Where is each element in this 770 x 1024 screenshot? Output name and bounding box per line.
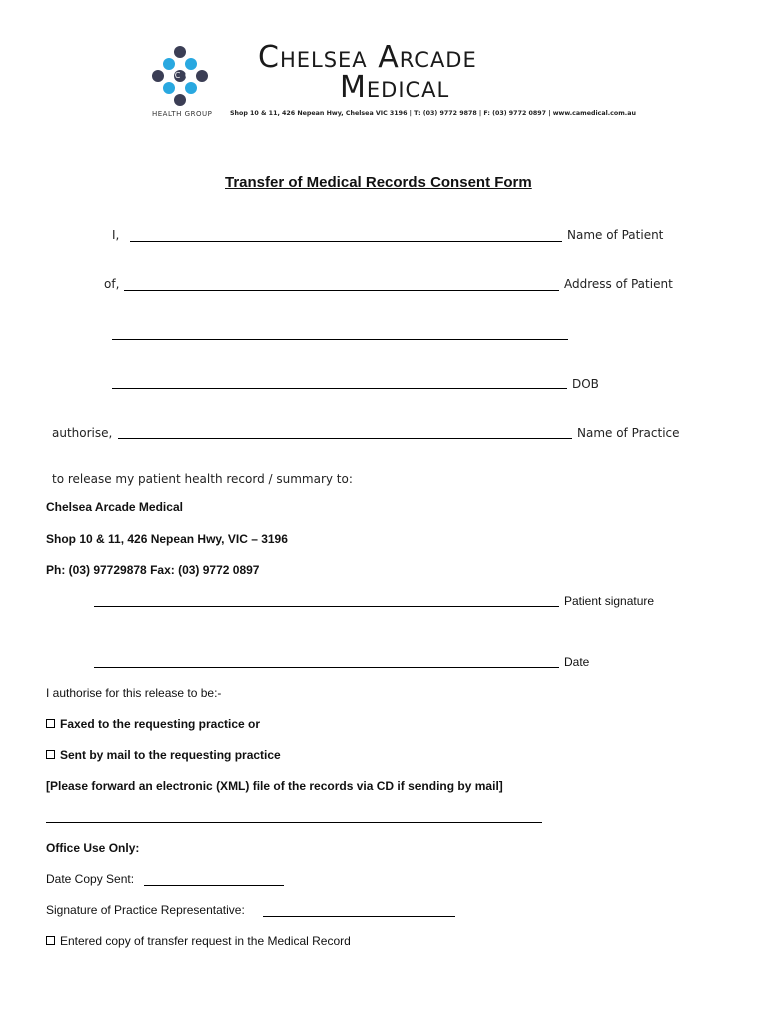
health-group-label: HEALTH GROUP <box>152 110 213 118</box>
address-prefix: of, <box>104 277 120 291</box>
signature-rep-field[interactable] <box>263 916 455 917</box>
recipient-address: Shop 10 & 11, 426 Nepean Hwy, VIC – 3196 <box>46 532 288 546</box>
form-title: Transfer of Medical Records Consent Form <box>225 174 532 191</box>
office-heading: Office Use Only: <box>46 841 140 855</box>
recipient-phone-fax: Ph: (03) 97729878 Fax: (03) 9772 0897 <box>46 563 260 577</box>
brand-name-line2: Medical <box>340 70 450 105</box>
address-field[interactable] <box>124 290 559 291</box>
date-field[interactable] <box>94 667 559 668</box>
date-copy-sent-label: Date Copy Sent: <box>46 872 135 886</box>
release-text: to release my patient health record / summary to: <box>52 472 353 486</box>
logo-dot <box>174 46 186 58</box>
logo-dot <box>174 94 186 106</box>
release-method-intro: I authorise for this release to be:- <box>46 686 222 700</box>
mail-checkbox[interactable] <box>46 750 55 759</box>
option-fax[interactable] <box>46 717 260 731</box>
mail-note: [Please forward an electronic (XML) file of the records via CD if sending by mail] <box>46 779 503 793</box>
signature-rep-label: Signature of Practice Representative: <box>46 903 245 917</box>
entered-copy-item[interactable] <box>46 934 351 948</box>
patient-name-field[interactable] <box>130 241 562 242</box>
brand-name-line1: Chelsea Arcade <box>258 40 477 75</box>
logo-dot <box>185 58 197 70</box>
entered-copy-checkbox[interactable] <box>46 936 55 945</box>
entered-copy-label: Entered copy of transfer request in the Medical Record <box>60 934 351 948</box>
authorise-prefix: authorise, <box>52 426 113 440</box>
address-field-line2[interactable] <box>112 339 568 340</box>
logo-dot <box>185 82 197 94</box>
contact-line: Shop 10 & 11, 426 Nepean Hwy, Chelsea VIC 3196 | T: (03) 9772 9878 | F: (03) 9772 0897 | www.camedical.com.au <box>230 110 636 117</box>
signature-field[interactable] <box>94 606 559 607</box>
practice-label: Name of Practice <box>577 426 680 440</box>
dob-field[interactable] <box>112 388 567 389</box>
option-fax-label: Faxed to the requesting practice or <box>60 717 261 731</box>
address-label: Address of Patient <box>564 277 673 291</box>
signature-label: Patient signature <box>564 594 655 608</box>
logo-letters: i C G <box>167 71 193 80</box>
practice-field[interactable] <box>118 438 572 439</box>
logo-dot <box>163 82 175 94</box>
separator-line <box>46 822 542 823</box>
logo-dot <box>163 58 175 70</box>
option-mail[interactable] <box>46 748 281 762</box>
date-label: Date <box>564 655 590 669</box>
dob-label: DOB <box>572 377 599 391</box>
date-copy-sent-field[interactable] <box>144 885 284 886</box>
patient-name-label: Name of Patient <box>567 228 664 242</box>
option-mail-label: Sent by mail to the requesting practice <box>60 748 281 762</box>
patient-prefix: I, <box>112 228 120 242</box>
logo <box>150 46 210 110</box>
recipient-name: Chelsea Arcade Medical <box>46 500 183 514</box>
fax-checkbox[interactable] <box>46 719 55 728</box>
